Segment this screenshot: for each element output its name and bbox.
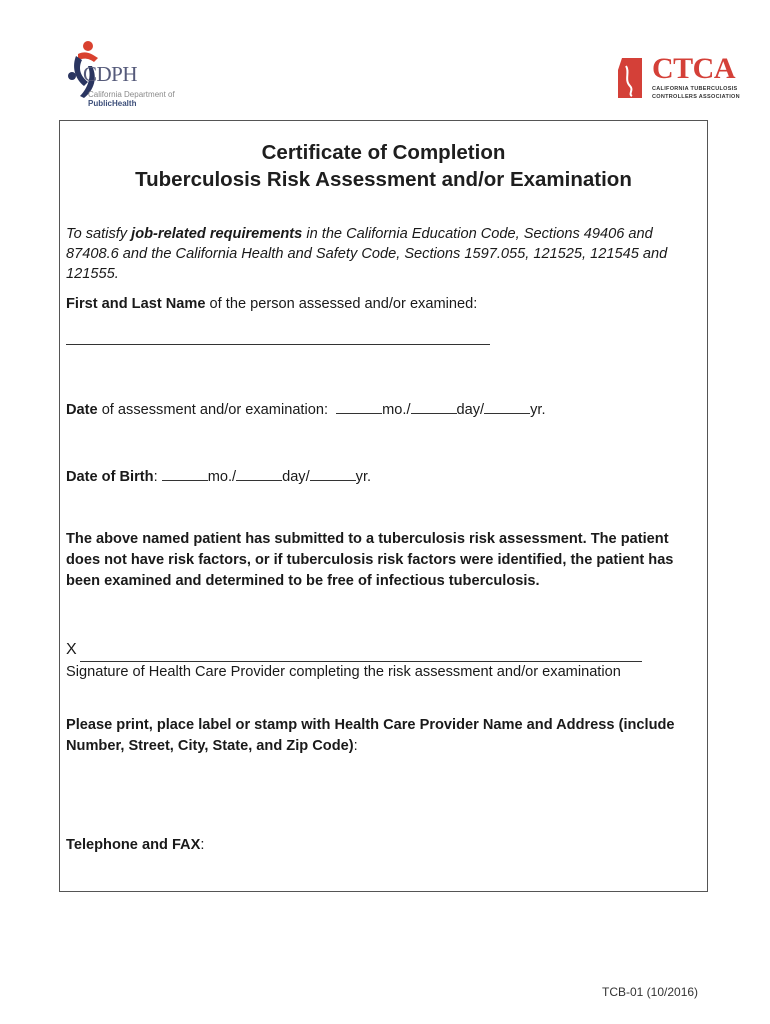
- dob-yr-label: yr.: [355, 469, 372, 485]
- date-day-label: day/: [456, 402, 485, 418]
- name-label-bold: First and Last Name: [66, 296, 206, 312]
- telephone-fax-label: [66, 837, 204, 853]
- dob-label-bold: Date of Birth: [66, 469, 154, 485]
- signature-caption: Signature of Health Care Provider completing the risk assessment and/or examination: [66, 664, 621, 680]
- date-mo-label: mo./: [382, 402, 411, 418]
- form-code: TCB-01 (10/2016): [602, 985, 699, 999]
- cdph-logo-text: CDPH: [83, 62, 138, 86]
- signature-line[interactable]: [80, 661, 642, 662]
- ctca-logo-subtitle-2: CONTROLLERS ASSOCIATION: [652, 94, 740, 100]
- dob-year-blank[interactable]: [310, 466, 356, 481]
- dob-day-blank[interactable]: [236, 466, 282, 481]
- date-label-rest: of assessment and/or examination:: [97, 402, 329, 418]
- dob-month-blank[interactable]: [162, 466, 208, 481]
- date-label-bold: Date: [66, 402, 98, 418]
- provider-info-text: Please print, place label or stamp with Health Care Provider Name and Address (include Number, Street, City, State, and Zip Code): [66, 717, 675, 754]
- assessment-date-field: [66, 399, 546, 418]
- intro-emphasis: job-related requirements: [131, 226, 303, 242]
- intro-prefix: To satisfy: [66, 226, 132, 242]
- name-label-rest: of the person assessed and/or examined:: [205, 296, 478, 312]
- certificate-form: [59, 120, 708, 892]
- name-input-line[interactable]: [66, 344, 490, 345]
- intro-paragraph: [66, 224, 698, 284]
- attestation-statement: The above named patient has submitted to a tuberculosis risk assessment. The patient does not have risk factors, or if tuberculosis risk factors were identified, the patient has been examined and determined to be free of infectious tuberculosis.: [66, 531, 674, 589]
- signature-x-mark: X: [66, 641, 77, 658]
- dob-colon: :: [153, 469, 158, 485]
- dob-day-label: day/: [282, 469, 310, 485]
- provider-info-colon: :: [353, 738, 358, 754]
- form-subtitle: Tuberculosis Risk Assessment and/or Examination: [135, 168, 632, 191]
- dob-field: [66, 466, 371, 485]
- ctca-logo-text: CTCA: [652, 52, 736, 85]
- intro-suffix: in the California Education Code, Sections 49406 and 87408.6 and the California Health and Safety Code, Sections 1597.055, 121525, 121545 and 121555.: [66, 226, 668, 282]
- date-month-blank[interactable]: [336, 399, 382, 414]
- form-title: Certificate of Completion: [261, 141, 506, 164]
- cdph-logo-subtitle: California Department of: [88, 90, 175, 99]
- date-yr-label: yr.: [530, 402, 546, 418]
- telephone-colon: :: [200, 837, 205, 853]
- telephone-label-text: Telephone and FAX: [66, 837, 201, 853]
- date-year-blank[interactable]: [484, 399, 530, 414]
- dob-mo-label: mo./: [207, 469, 237, 485]
- date-day-blank[interactable]: [411, 399, 457, 414]
- ctca-logo-subtitle-1: CALIFORNIA TUBERCULOSIS: [652, 86, 738, 92]
- provider-info-label: [66, 715, 702, 757]
- name-field-label: [66, 296, 477, 312]
- cdph-logo-tagline: PublicHealth: [88, 99, 137, 108]
